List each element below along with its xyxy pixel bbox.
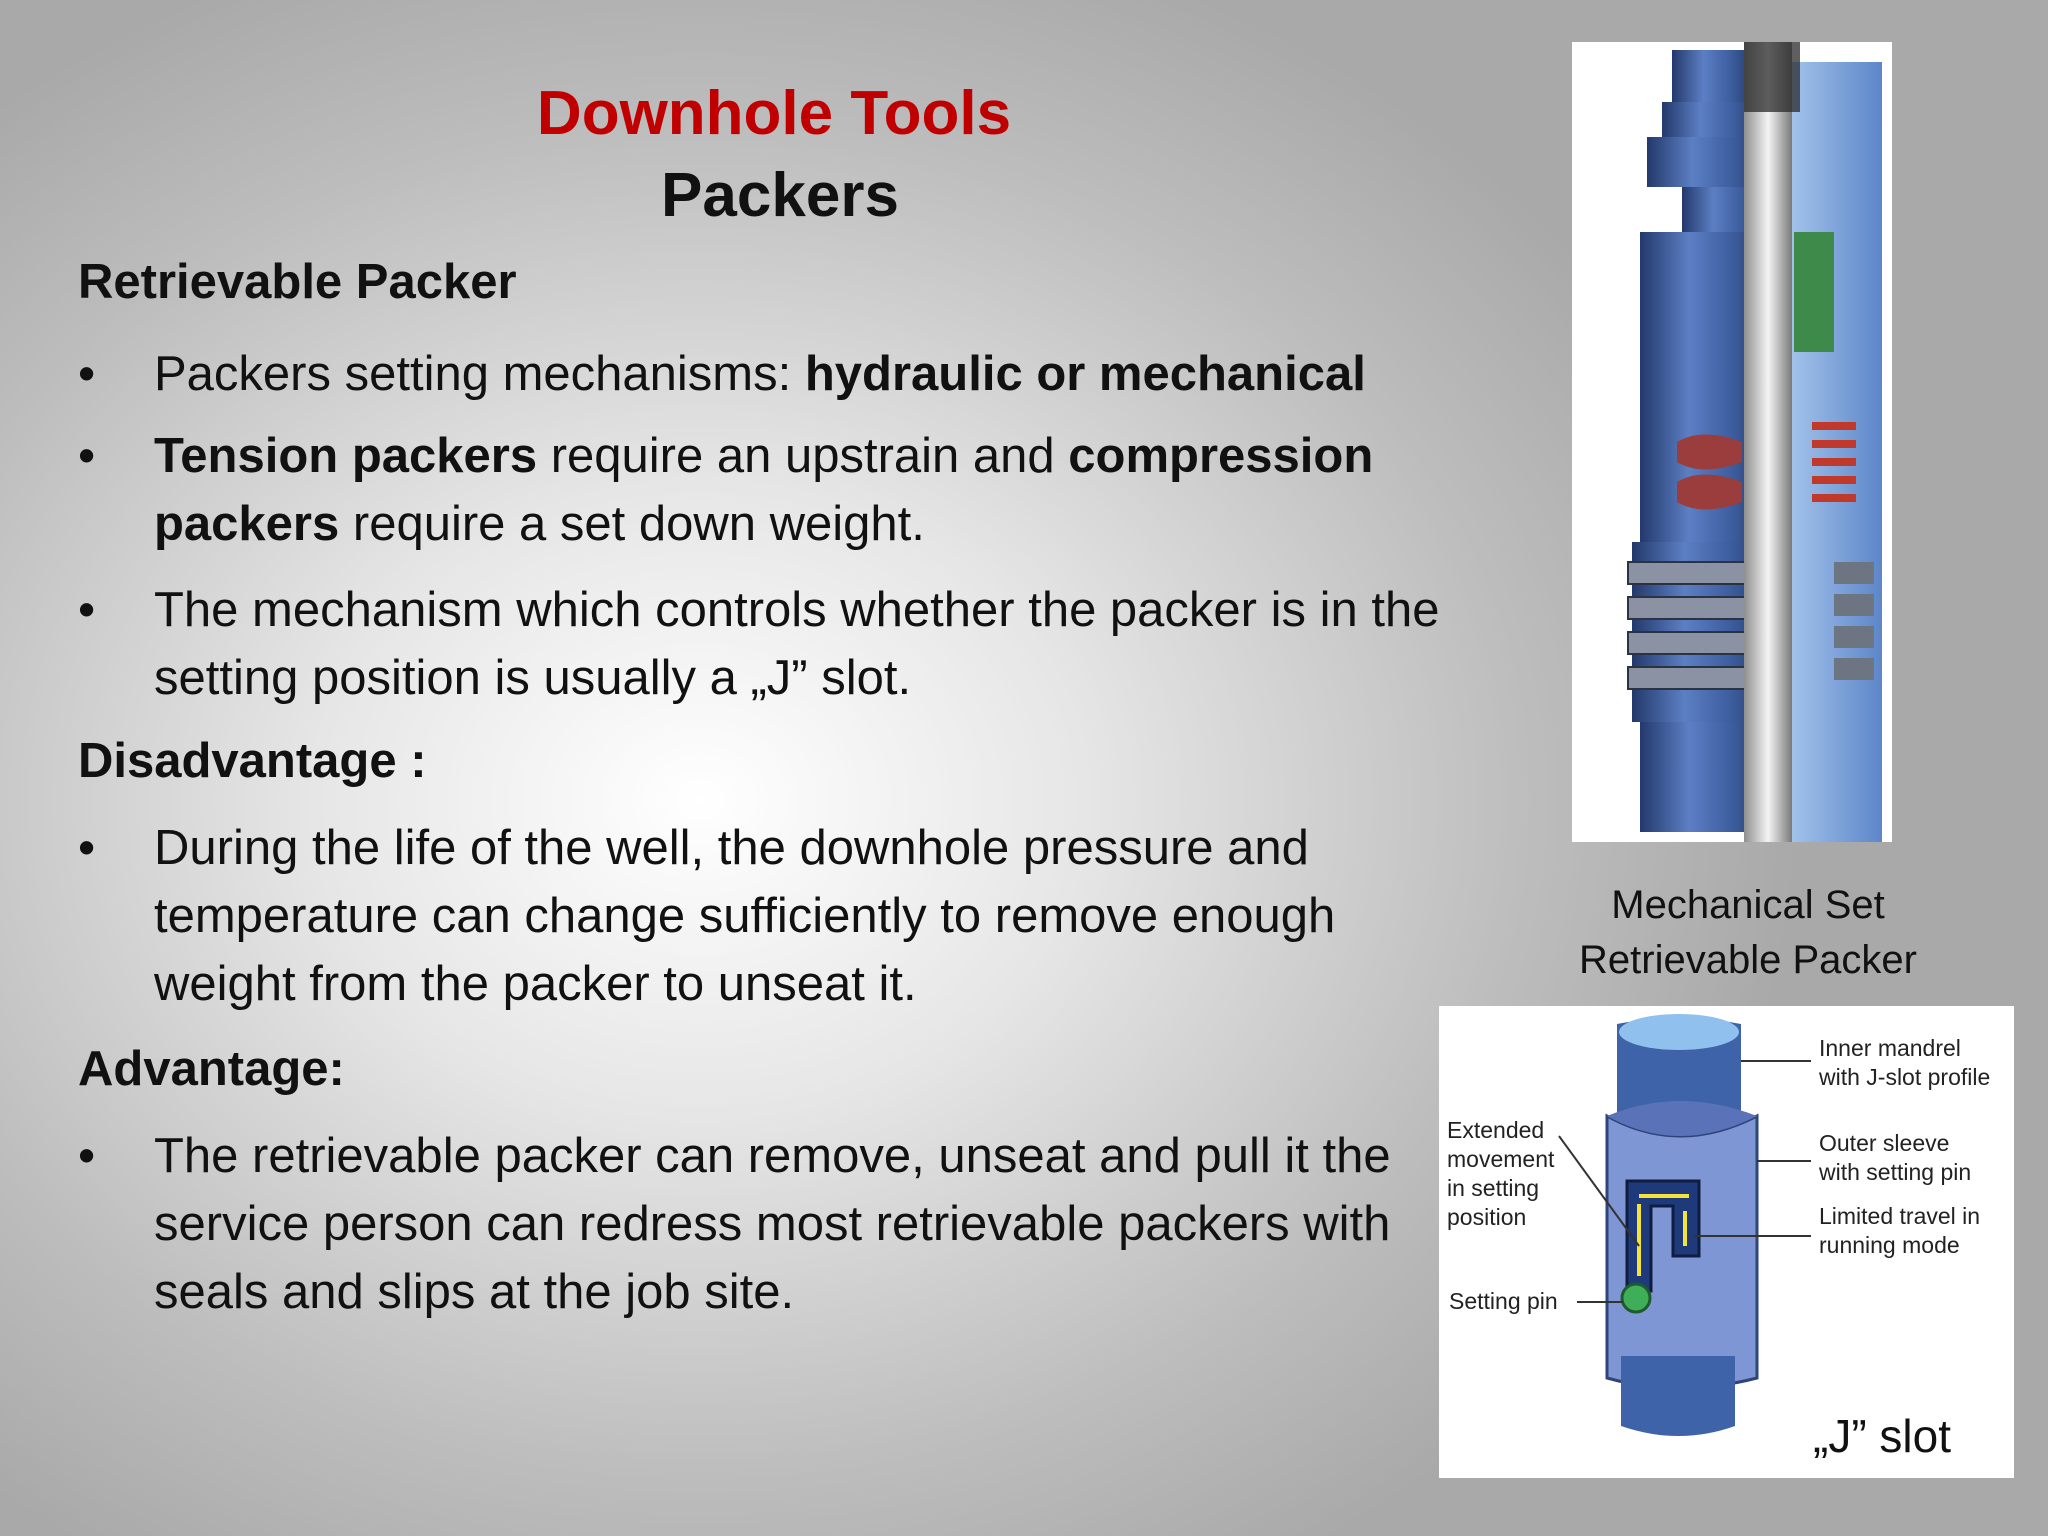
bullet-dot: • — [78, 429, 96, 483]
packer-caption-line1: Mechanical Set — [1611, 883, 1885, 927]
bullet-text: During the life of the well, the downhole pressure and temperature can change sufficiently to remove enough weight from the packer to unseat it. — [154, 821, 1336, 1011]
label-extended-3: in setting — [1447, 1175, 1540, 1201]
bullet-text: The mechanism which controls whether the packer is in the setting position is usually a „J” slot. — [154, 583, 1440, 705]
bullet-dot: • — [78, 583, 96, 637]
label-j-slot: „J” slot — [1813, 1410, 1951, 1462]
bullet-text: require an upstrain and — [537, 429, 1069, 483]
bullet-text-bold: hydraulic or mechanical — [804, 347, 1366, 401]
label-outer-sleeve-2: with setting pin — [1819, 1159, 1972, 1185]
bullet-text: Packers setting mechanisms: — [154, 347, 805, 401]
label-inner-mandrel: Inner mandrel — [1819, 1035, 1961, 1061]
label-limited-travel-2: running mode — [1819, 1232, 1960, 1258]
bullet-text-bold: Tension packers — [154, 429, 538, 483]
title-sub: Packers — [661, 161, 899, 230]
label-setting-pin: Setting pin — [1449, 1288, 1558, 1314]
j-slot-diagram — [1439, 1006, 2014, 1478]
packer-caption-line2: Retrievable Packer — [1579, 938, 1917, 982]
label-inner-mandrel-2: with J-slot profile — [1819, 1064, 1991, 1090]
bullet-dot: • — [78, 1129, 96, 1183]
bullet-text: require a set down weight. — [339, 497, 925, 551]
label-extended-1: Extended — [1447, 1117, 1545, 1143]
heading-retrievable-packer: Retrievable Packer — [78, 255, 517, 309]
heading-disadvantage: Disadvantage : — [78, 734, 427, 788]
label-extended-2: movement — [1447, 1146, 1555, 1172]
bullet-dot: • — [78, 347, 96, 401]
bullet-dot: • — [78, 821, 96, 875]
packer-cutaway-image — [1572, 42, 1892, 842]
title-main: Downhole Tools — [536, 79, 1012, 148]
heading-advantage: Advantage: — [78, 1042, 345, 1096]
bullet-text-bold: compression packers — [154, 429, 1374, 551]
label-outer-sleeve: Outer sleeve — [1819, 1130, 1950, 1156]
label-extended-4: position — [1447, 1204, 1527, 1230]
label-limited-travel: Limited travel in — [1819, 1203, 1981, 1229]
bullet-text: The retrievable packer can remove, unseat and pull it the service person can redress most retrievable packers with seals and slips at the job site. — [154, 1129, 1391, 1319]
